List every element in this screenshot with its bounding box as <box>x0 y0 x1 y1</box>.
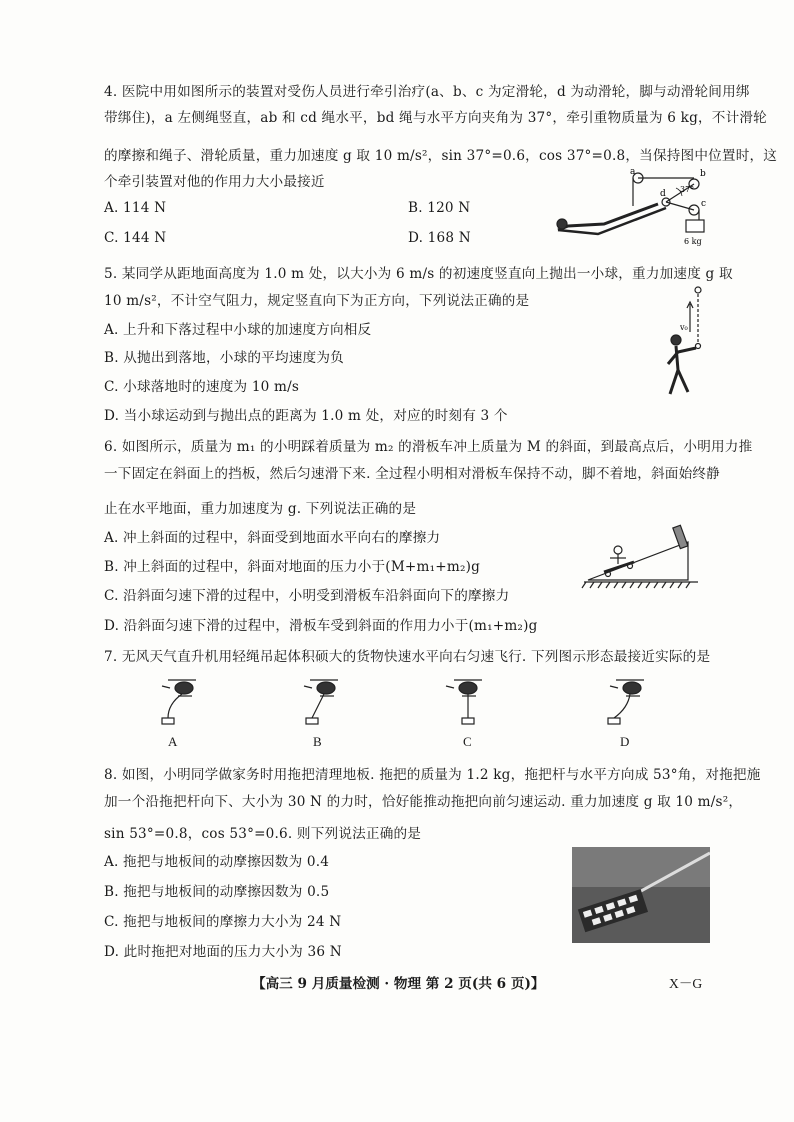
q4-stem-line-1: 4. 医院中用如图所示的装置对受伤人员进行牵引治疗(a、b、c 为定滑轮，d 为动滑轮，脚与动滑轮间用绑 <box>104 84 750 100</box>
q6-option-a: A. 冲上斜面的过程中，斜面受到地面水平向右的摩擦力 <box>104 530 441 546</box>
q6-option-d: D. 沿斜面匀速下滑的过程中，滑板车受到斜面的作用力小于(m₁+m₂)g <box>104 618 538 634</box>
q7-label-c: C <box>463 734 472 749</box>
fig-label-b: b <box>700 169 706 179</box>
q4-option-b: B. 120 N <box>408 200 471 216</box>
q7-label-a: A <box>168 734 178 749</box>
fig-mass-label: 6 kg <box>684 237 702 246</box>
ball-throw-figure <box>650 282 720 400</box>
q7-stem: 7. 无风天气直升机用轻绳吊起体积硕大的货物快速水平向右匀速飞行. 下列图示形态最接近实际的是 <box>104 649 711 665</box>
q5-stem-line-2: 10 m/s²，不计空气阻力，规定竖直向下为正方向，下列说法正确的是 <box>104 293 530 309</box>
q6-stem-line-3: 止在水平地面，重力加速度为 g. 下列说法正确的是 <box>104 501 417 517</box>
q5-option-a: A. 上升和下落过程中小球的加速度方向相反 <box>104 322 372 338</box>
helicopter-option-c <box>440 676 500 726</box>
q8-stem-line-1: 8. 如图，小明同学做家务时用拖把清理地板. 拖把的质量为 1.2 kg，拖把杆与水平方向成 53°角，对拖把施 <box>104 767 761 783</box>
q8-stem-line-2: 加一个沿拖把杆向下、大小为 30 N 的力时，恰好能推动拖把向前匀速运动. 重力加速度 g 取 10 m/s²， <box>104 794 743 810</box>
incline-scooter-figure <box>580 520 700 590</box>
q5-option-b: B. 从抛出到落地，小球的平均速度为负 <box>104 350 344 366</box>
q4-option-a: A. 114 N <box>104 200 167 216</box>
fig-label-d: d <box>660 189 666 199</box>
q5-option-d: D. 当小球运动到与抛出点的距离为 1.0 m 处，对应的时刻有 3 个 <box>104 408 508 424</box>
q4-option-c: C. 144 N <box>104 230 167 246</box>
helicopter-option-d <box>598 676 658 726</box>
page-footer: 【高三 9 月质量检测 · 物理 第 2 页(共 6 页)】 <box>252 976 545 992</box>
q8-option-a: A. 拖把与地板间的动摩擦因数为 0.4 <box>104 854 330 870</box>
q7-label-d: D <box>620 734 630 749</box>
fig-label-a: a <box>630 167 636 177</box>
q7-label-b: B <box>313 734 322 749</box>
q4-stem-line-2: 带绑住)，a 左侧绳竖直，ab 和 cd 绳水平，bd 绳与水平方向夹角为 37°，牵引重物质量为 6 kg，不计滑轮 <box>104 110 767 126</box>
q6-option-c: C. 沿斜面匀速下滑的过程中，小明受到滑板车沿斜面向下的摩擦力 <box>104 588 510 604</box>
fig-v0-label: v₀ <box>680 323 688 332</box>
q8-option-b: B. 拖把与地板间的动摩擦因数为 0.5 <box>104 884 330 900</box>
fig-angle-label: 37° <box>680 185 695 194</box>
q6-option-b: B. 冲上斜面的过程中，斜面对地面的压力小于(M+m₁+m₂)g <box>104 559 480 575</box>
helicopter-option-b <box>292 676 352 726</box>
q5-option-c: C. 小球落地时的速度为 10 m/s <box>104 379 300 395</box>
q8-stem-line-3: sin 53°=0.8，cos 53°=0.6. 则下列说法正确的是 <box>104 826 422 842</box>
helicopter-option-a <box>150 676 210 726</box>
paper-code: X－G <box>669 976 703 991</box>
q6-stem-line-1: 6. 如图所示，质量为 m₁ 的小明踩着质量为 m₂ 的滑板车冲上质量为 M 的斜面，到最高点后，小明用力推 <box>104 439 753 455</box>
q6-stem-line-2: 一下固定在斜面上的挡板，然后匀速滑下来. 全过程小明相对滑板车保持不动，脚不着地，斜面始终静 <box>104 466 720 482</box>
q5-stem-line-1: 5. 某同学从距地面高度为 1.0 m 处，以大小为 6 m/s 的初速度竖直向上抛出一小球，重力加速度 g 取 <box>104 266 733 282</box>
q4-stem-line-3: 的摩擦和绳子、滑轮质量，重力加速度 g 取 10 m/s²，sin 37°=0.6，cos 37°=0.8，当保持图中位置时，这 <box>104 148 778 164</box>
q4-stem-line-4: 个牵引装置对他的作用力大小最接近 <box>104 174 325 190</box>
mop-photo <box>572 847 710 943</box>
traction-device-figure <box>548 164 708 250</box>
q8-option-c: C. 拖把与地板间的摩擦力大小为 24 N <box>104 914 342 930</box>
q4-option-d: D. 168 N <box>408 230 471 246</box>
fig-label-c: c <box>701 199 707 209</box>
q8-option-d: D. 此时拖把对地面的压力大小为 36 N <box>104 944 342 960</box>
